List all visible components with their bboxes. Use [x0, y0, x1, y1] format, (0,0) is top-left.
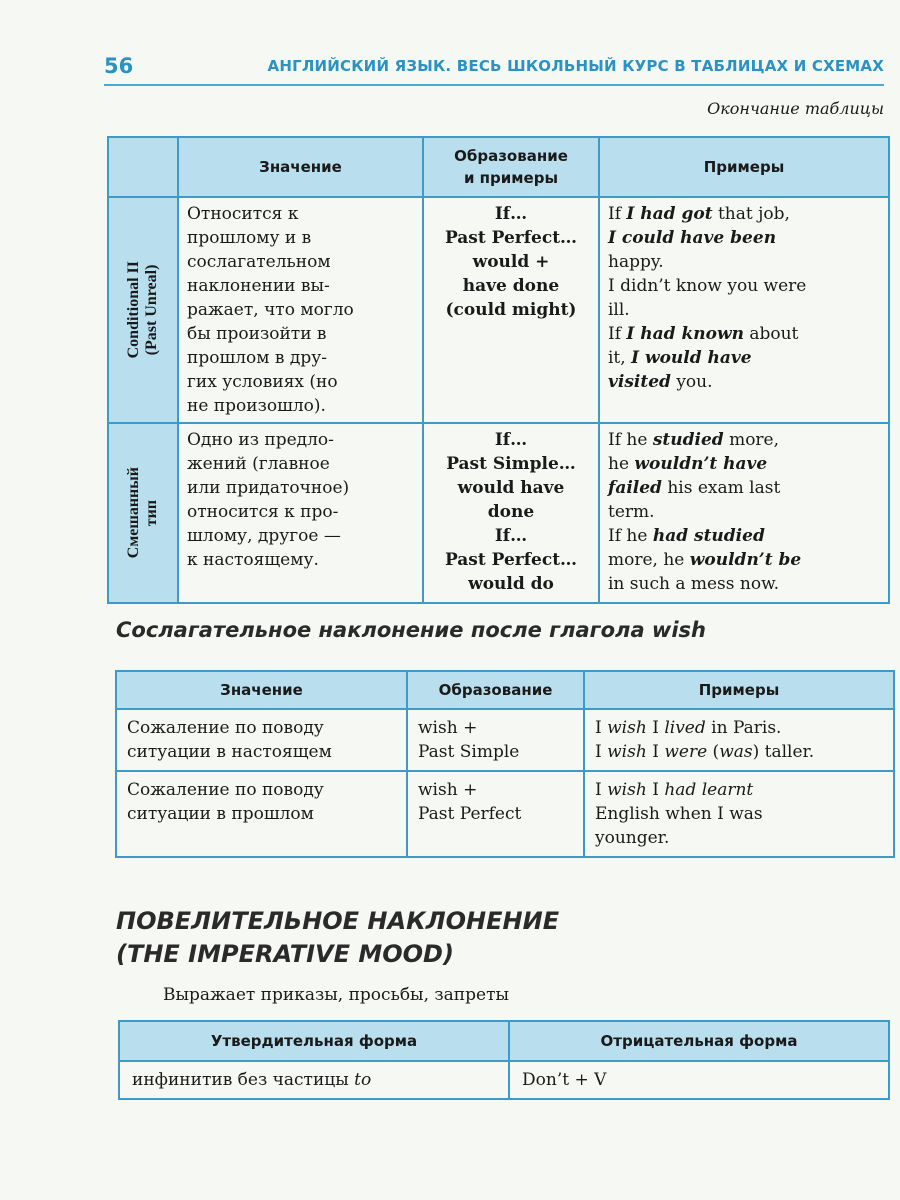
meaning-cell	[178, 423, 423, 603]
text-line: жений (главное	[187, 454, 330, 474]
text-line: прошлом в дру-	[187, 348, 327, 368]
running-title: АНГЛИЙСКИЙ ЯЗЫК. ВЕСЬ ШКОЛЬНЫЙ КУРС В ТАБЛИЦАХ И СХЕМАХ	[267, 57, 884, 75]
meaning-text	[187, 202, 414, 418]
examples-cell	[584, 771, 894, 857]
examples-cell	[584, 709, 894, 771]
formation-cell	[407, 709, 584, 771]
text-line: Сожаление по поводу	[127, 718, 324, 738]
text-line: относится к про-	[187, 502, 339, 522]
header-examples: Примеры	[599, 137, 889, 197]
meaning-cell	[116, 709, 407, 771]
text-line: If I had got that job,	[608, 204, 790, 224]
table-header-row	[108, 137, 889, 197]
text-line: If…	[494, 526, 528, 546]
text-line: бы произойти в	[187, 324, 327, 344]
header-affirmative: Утвердительная форма	[119, 1021, 509, 1061]
text-line: If…	[494, 204, 528, 224]
text-line: гих условиях (но	[187, 372, 338, 392]
text-line: it, I would have	[608, 348, 752, 368]
text-line: If he had studied	[608, 526, 765, 546]
corner-cell	[108, 137, 178, 197]
text-line: Past Perfect…	[444, 228, 578, 248]
text-line: Past Simple	[418, 742, 520, 762]
text-line: ситуации в прошлом	[127, 804, 314, 824]
header-meaning: Значение	[116, 671, 407, 709]
text-line: younger.	[595, 828, 670, 848]
meaning-text	[127, 716, 396, 764]
affirmative-cell	[119, 1061, 509, 1099]
text-line: wish +	[418, 718, 478, 738]
formation-text	[432, 202, 590, 322]
text-line: I wish I lived in Paris.	[595, 718, 782, 738]
text-line: term.	[608, 502, 655, 522]
examples-cell	[599, 197, 889, 423]
formation-cell	[423, 423, 599, 603]
text-line: Сожаление по поводу	[127, 780, 324, 800]
header-examples: Примеры	[584, 671, 894, 709]
examples-cell	[599, 423, 889, 603]
affirmative-text: инфинитив без частицы to	[132, 1070, 372, 1090]
text-line: или придаточное)	[187, 478, 350, 498]
text-line: I could have been	[608, 228, 777, 248]
text-line: would +	[472, 252, 550, 272]
formation-text	[418, 716, 573, 764]
text-line: wish +	[418, 780, 478, 800]
table-header-row	[119, 1021, 889, 1061]
negative-text: Don’t + V	[522, 1070, 607, 1090]
text-line: к настоящему.	[187, 550, 319, 570]
text-line: in such a mess now.	[608, 574, 780, 594]
table-row	[116, 709, 894, 771]
text-line: I wish I were (was) taller.	[595, 742, 815, 762]
row-label-conditional-ii	[108, 197, 178, 423]
text-line: ражает, что могло	[187, 300, 354, 320]
conditional-table	[107, 136, 890, 604]
page-number: 56	[104, 54, 134, 78]
text-line: Past Perfect	[418, 804, 522, 824]
text-line: шлому, другое —	[187, 526, 341, 546]
text-line: наклонении вы-	[187, 276, 330, 296]
table-row	[108, 197, 889, 423]
imperative-title	[116, 905, 559, 971]
formation-cell	[423, 197, 599, 423]
header-formation: Образование	[407, 671, 584, 709]
formation-text	[418, 778, 573, 826]
text-line: happy.	[608, 252, 664, 272]
text-line: прошлому и в	[187, 228, 312, 248]
examples-text	[608, 202, 880, 394]
text-line: сослагательном	[187, 252, 331, 272]
negative-cell	[509, 1061, 889, 1099]
text-line: Past Perfect…	[444, 550, 578, 570]
table-row	[108, 423, 889, 603]
text-line: English when I was	[595, 804, 763, 824]
imperative-lead: Выражает приказы, просьбы, запреты	[163, 985, 510, 1005]
wish-table	[115, 670, 895, 858]
text-line: I wish I had learnt	[595, 780, 754, 800]
text-line: visited you.	[608, 372, 713, 392]
text-line: (could might)	[445, 300, 577, 320]
row-label-text: Смешанный тип	[125, 467, 160, 559]
header-formation-line: Образование	[454, 147, 568, 165]
text-line: failed his exam last	[608, 478, 781, 498]
header-formation-line: и примеры	[463, 169, 559, 187]
text-line: ill.	[608, 300, 630, 320]
table-row	[119, 1061, 889, 1099]
meaning-text	[127, 778, 396, 826]
text-line: more, he wouldn’t be	[608, 550, 802, 570]
text-line: would do	[468, 574, 554, 594]
imperative-title-line: (THE IMPERATIVE MOOD)	[116, 940, 454, 968]
wish-section-title: Сослагательное наклонение после глагола wish	[116, 618, 706, 642]
examples-text	[608, 428, 880, 596]
text-line: Относится к	[187, 204, 299, 224]
header-negative: Отрицательная форма	[509, 1021, 889, 1061]
examples-text	[595, 716, 883, 764]
text-line: If he studied more,	[608, 430, 780, 450]
imperative-title-line: ПОВЕЛИТЕЛЬНОЕ НАКЛОНЕНИЕ	[116, 907, 560, 935]
text-line: Past Simple…	[446, 454, 576, 474]
text-line: If I had known about	[608, 324, 799, 344]
header-formation	[423, 137, 599, 197]
meaning-cell	[178, 197, 423, 423]
text-line: ситуации в настоящем	[127, 742, 332, 762]
meaning-text	[187, 428, 414, 572]
table-row	[116, 771, 894, 857]
formation-cell	[407, 771, 584, 857]
text-line: done	[487, 502, 535, 522]
formation-text	[432, 428, 590, 596]
text-line: If…	[494, 430, 528, 450]
text-line: I didn’t know you were	[608, 276, 807, 296]
row-label-mixed-type	[108, 423, 178, 603]
row-label-text: Conditional II (Past Unreal)	[125, 261, 160, 359]
text-line: have done	[462, 276, 560, 296]
text-line: не произошло).	[187, 396, 326, 416]
header-meaning: Значение	[178, 137, 423, 197]
page-header	[104, 50, 884, 86]
text-line: Одно из предло-	[187, 430, 334, 450]
imperative-table	[118, 1020, 890, 1100]
examples-text	[595, 778, 883, 850]
meaning-cell	[116, 771, 407, 857]
continuation-note: Окончание таблицы	[707, 99, 884, 118]
text-line: he wouldn’t have	[608, 454, 768, 474]
table-header-row	[116, 671, 894, 709]
text-line: would have	[457, 478, 565, 498]
